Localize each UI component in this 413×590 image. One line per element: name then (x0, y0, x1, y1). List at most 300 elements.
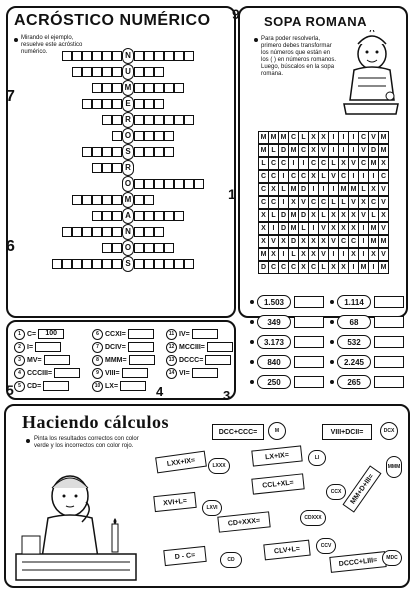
sopa-cell[interactable]: M (338, 183, 349, 196)
acrostic-answer-cell[interactable] (144, 67, 154, 77)
acrostic-answer-cell[interactable] (154, 259, 164, 269)
sopa-cell[interactable]: C (278, 157, 289, 170)
sopa-cell[interactable]: L (288, 248, 299, 261)
sopa-cell[interactable]: C (298, 144, 309, 157)
acrostic-answer-cell[interactable] (112, 131, 122, 141)
sopa-cell[interactable]: V (328, 235, 339, 248)
acrostic-answer-cell[interactable] (92, 99, 102, 109)
sopa-cell[interactable]: M (268, 131, 279, 144)
acrostic-answer-cell[interactable] (134, 83, 144, 93)
sopa-cell[interactable]: V (318, 144, 329, 157)
acrostic-answer-cell[interactable] (174, 115, 184, 125)
sopa-cell[interactable]: X (308, 248, 319, 261)
sopa-cell[interactable]: X (338, 222, 349, 235)
sopa-cell[interactable]: C (278, 261, 289, 274)
sopa-cell[interactable]: V (348, 157, 359, 170)
sopa-cell[interactable]: V (358, 209, 369, 222)
roman-answer-box[interactable] (128, 329, 154, 339)
sopa-cell[interactable]: X (268, 248, 279, 261)
sopa-cell[interactable]: M (378, 131, 389, 144)
sopa-cell[interactable]: D (298, 209, 309, 222)
sopa-cell[interactable]: V (368, 131, 379, 144)
roman-item (166, 354, 231, 366)
sopa-cell[interactable]: L (318, 170, 329, 183)
sopa-cell[interactable]: V (378, 248, 389, 261)
sopa-cell[interactable]: M (358, 261, 369, 274)
roman-answer-box[interactable] (54, 368, 80, 378)
sopa-cell[interactable]: V (378, 183, 389, 196)
sopa-cell[interactable]: I (338, 144, 349, 157)
acrostic-answer-cell[interactable] (154, 67, 164, 77)
sopa-cell[interactable]: I (368, 170, 379, 183)
sopa-cell[interactable]: M (258, 144, 269, 157)
roman-answer-box[interactable] (128, 342, 154, 352)
bullet-icon (330, 320, 334, 324)
sopa-cell[interactable]: M (288, 209, 299, 222)
sopa-answer-box[interactable] (294, 316, 324, 328)
sopa-answer-box[interactable] (294, 296, 324, 308)
sopa-cell[interactable]: M (368, 222, 379, 235)
sopa-cell[interactable]: M (258, 248, 269, 261)
acrostic-answer-cell[interactable] (102, 163, 112, 173)
roman-answer-box[interactable] (192, 368, 218, 378)
sopa-cell[interactable]: I (348, 144, 359, 157)
sopa-cell[interactable]: C (358, 157, 369, 170)
acrostic-answer-cell[interactable] (62, 51, 72, 61)
sopa-cell[interactable]: M (378, 235, 389, 248)
sopa-cell[interactable]: V (358, 144, 369, 157)
sopa-answer-box[interactable] (374, 296, 404, 308)
acrostic-answer-cell[interactable] (144, 259, 154, 269)
acrostic-answer-cell[interactable] (92, 227, 102, 237)
acrostic-answer-cell[interactable] (134, 243, 144, 253)
acrostic-answer-cell[interactable] (102, 51, 112, 61)
sopa-cell[interactable]: X (348, 209, 359, 222)
roman-answer-box[interactable] (129, 355, 155, 365)
sopa-cell[interactable]: X (318, 131, 329, 144)
sopa-cell[interactable]: X (308, 144, 319, 157)
calc-result-oval[interactable]: LXVI (202, 500, 222, 516)
acrostic-answer-cell[interactable] (144, 99, 154, 109)
acrostic-answer-cell[interactable] (102, 147, 112, 157)
acrostic-answer-cell[interactable] (134, 131, 144, 141)
sopa-cell[interactable]: C (368, 196, 379, 209)
sopa-cell[interactable]: X (278, 235, 289, 248)
calc-operation-tag: CCL+XL= (251, 473, 304, 494)
acrostic-answer-cell[interactable] (72, 67, 82, 77)
acrostic-answer-cell[interactable] (82, 99, 92, 109)
sopa-cell[interactable]: X (328, 209, 339, 222)
sopa-cell[interactable]: V (298, 196, 309, 209)
sopa-cell[interactable]: X (318, 235, 329, 248)
sopa-cell[interactable]: I (368, 261, 379, 274)
calc-result-oval[interactable]: MMM (386, 456, 402, 478)
acrostic-answer-cell[interactable] (164, 147, 174, 157)
sopa-cell[interactable]: I (298, 157, 309, 170)
sopa-cell[interactable]: I (308, 183, 319, 196)
acrostic-answer-cell[interactable] (62, 259, 72, 269)
sopa-cell[interactable]: L (278, 183, 289, 196)
acrostic-answer-cell[interactable] (144, 115, 154, 125)
sopa-cell[interactable]: M (288, 144, 299, 157)
acrostic-answer-cell[interactable] (134, 179, 144, 189)
acrostic-answer-cell[interactable] (164, 243, 174, 253)
sopa-cell[interactable]: X (338, 157, 349, 170)
sopa-cell[interactable]: L (318, 209, 329, 222)
sopa-cell[interactable]: M (258, 131, 269, 144)
acrostic-answer-cell[interactable] (112, 227, 122, 237)
sopa-cell[interactable]: X (348, 248, 359, 261)
sopa-cell[interactable]: X (358, 196, 369, 209)
sopa-cell[interactable]: L (268, 144, 279, 157)
acrostic-answer-cell[interactable] (174, 259, 184, 269)
sopa-cell[interactable]: I (308, 222, 319, 235)
acrostic-answer-cell[interactable] (62, 227, 72, 237)
roman-item-question: VI= (179, 369, 190, 377)
acrostic-answer-cell[interactable] (164, 83, 174, 93)
acrostic-answer-cell[interactable] (82, 195, 92, 205)
acrostic-answer-cell[interactable] (112, 115, 122, 125)
acrostic-answer-cell[interactable] (112, 51, 122, 61)
acrostic-answer-cell[interactable] (134, 195, 144, 205)
acrostic-answer-cell[interactable] (154, 131, 164, 141)
acrostic-answer-cell[interactable] (102, 115, 112, 125)
acrostic-answer-cell[interactable] (92, 67, 102, 77)
roman-answer-box[interactable] (35, 342, 61, 352)
sopa-cell[interactable]: X (298, 261, 309, 274)
acrostic-answer-cell[interactable] (154, 227, 164, 237)
sopa-cell[interactable]: X (308, 209, 319, 222)
calc-result-oval[interactable]: DCX (380, 422, 398, 440)
sopa-cell[interactable]: C (308, 261, 319, 274)
acrostic-answer-cell[interactable] (82, 51, 92, 61)
acrostic-answer-cell[interactable] (184, 259, 194, 269)
calc-operation-tag: DCCC+LIII= (329, 551, 386, 573)
sopa-cell[interactable]: D (298, 183, 309, 196)
roman-answer-box[interactable] (120, 381, 146, 391)
acrostic-answer-cell[interactable] (102, 195, 112, 205)
calc-result-oval[interactable]: LI (308, 450, 326, 466)
sopa-answer-box[interactable] (294, 336, 324, 348)
sopa-cell[interactable]: X (298, 235, 309, 248)
sopa-cell[interactable]: X (258, 222, 269, 235)
sopa-cell[interactable]: C (378, 170, 389, 183)
sopa-cell[interactable]: I (328, 131, 339, 144)
sopa-cell[interactable]: X (368, 183, 379, 196)
acrostic-answer-cell[interactable] (134, 147, 144, 157)
sopa-cell[interactable]: C (318, 157, 329, 170)
sopa-cell[interactable]: V (268, 235, 279, 248)
acrostic-answer-cell[interactable] (164, 115, 174, 125)
acrostic-answer-cell[interactable] (92, 163, 102, 173)
sopa-cell[interactable]: X (308, 170, 319, 183)
roman-answer-box[interactable] (207, 342, 233, 352)
acrostic-answer-cell[interactable] (92, 211, 102, 221)
calc-result-oval[interactable]: M (268, 422, 286, 440)
roman-item (14, 367, 80, 379)
acrostic-answer-cell[interactable] (164, 51, 174, 61)
sopa-cell[interactable]: I (278, 248, 289, 261)
acrostic-answer-cell[interactable] (72, 227, 82, 237)
sopa-answer-box[interactable] (374, 356, 404, 368)
sopa-cell[interactable]: D (278, 222, 289, 235)
sopa-cell[interactable]: I (288, 157, 299, 170)
sopa-cell[interactable]: C (308, 157, 319, 170)
sopa-cell[interactable]: I (278, 170, 289, 183)
acrostic-answer-cell[interactable] (184, 115, 194, 125)
acrostic-answer-cell[interactable] (102, 99, 112, 109)
sopa-cell[interactable]: I (338, 131, 349, 144)
sopa-cell[interactable]: I (348, 131, 359, 144)
calc-operation-tag: DCC+CCC= (212, 424, 264, 440)
acrostic-answer-cell[interactable] (154, 179, 164, 189)
sopa-cell[interactable]: M (378, 144, 389, 157)
calc-result-oval[interactable]: MDC (382, 550, 402, 566)
sopa-cell[interactable]: C (288, 170, 299, 183)
sopa-answer-box[interactable] (374, 336, 404, 348)
acrostic-answer-cell[interactable] (112, 211, 122, 221)
acrostic-answer-cell[interactable] (134, 67, 144, 77)
acrostic-answer-cell[interactable] (154, 99, 164, 109)
sopa-cell[interactable]: I (328, 248, 339, 261)
sopa-cell[interactable]: L (328, 157, 339, 170)
calc-result-oval[interactable]: CDXXX (300, 510, 326, 526)
roman-answer-box[interactable] (205, 355, 231, 365)
sopa-cell[interactable]: C (338, 170, 349, 183)
sopa-cell[interactable]: L (298, 222, 309, 235)
acrostic-answer-cell[interactable] (102, 67, 112, 77)
acrostic-answer-cell[interactable] (154, 211, 164, 221)
sopa-cell[interactable]: M (378, 261, 389, 274)
acrostic-answer-cell[interactable] (174, 211, 184, 221)
acrostic-answer-cell[interactable] (102, 83, 112, 93)
sopa-cell[interactable]: V (348, 196, 359, 209)
sopa-cell[interactable]: C (308, 196, 319, 209)
acrostic-answer-cell[interactable] (174, 51, 184, 61)
acrostic-answer-cell[interactable] (92, 195, 102, 205)
roman-answer-box[interactable] (43, 381, 69, 391)
sopa-cell[interactable]: D (258, 261, 269, 274)
sopa-cell[interactable]: V (328, 170, 339, 183)
acrostic-answer-cell[interactable] (164, 211, 174, 221)
sopa-cell[interactable]: I (318, 183, 329, 196)
sopa-cell[interactable]: C (268, 157, 279, 170)
sopa-cell[interactable]: I (278, 196, 289, 209)
sopa-cell[interactable]: X (328, 261, 339, 274)
sopa-cell[interactable]: X (258, 235, 269, 248)
sopa-cell[interactable]: I (358, 170, 369, 183)
sopa-cell[interactable]: V (318, 248, 329, 261)
sopa-cell[interactable]: M (368, 235, 379, 248)
sopa-cell[interactable]: L (328, 196, 339, 209)
roman-answer-box[interactable] (192, 329, 218, 339)
sopa-cell[interactable]: C (318, 196, 329, 209)
acrostic-answer-cell[interactable] (112, 243, 122, 253)
sopa-answer-box[interactable] (294, 376, 324, 388)
acrostic-answer-cell[interactable] (134, 99, 144, 109)
acrostic-answer-cell[interactable] (112, 147, 122, 157)
acrostic-answer-cell[interactable] (134, 227, 144, 237)
sopa-cell[interactable]: X (368, 248, 379, 261)
sopa-cell[interactable]: I (338, 248, 349, 261)
sopa-cell[interactable]: C (258, 170, 269, 183)
sopa-cell[interactable]: X (378, 209, 389, 222)
acrostic-answer-cell[interactable] (82, 259, 92, 269)
acrostic-answer-cell[interactable] (144, 243, 154, 253)
acrostic-answer-cell[interactable] (154, 147, 164, 157)
sopa-cell[interactable]: I (358, 248, 369, 261)
acrostic-answer-cell[interactable] (194, 179, 204, 189)
sopa-cell[interactable]: L (258, 157, 269, 170)
acrostic-answer-cell[interactable] (92, 259, 102, 269)
roman-answer-box[interactable]: 100 (38, 329, 64, 339)
sopa-cell[interactable]: X (338, 209, 349, 222)
sopa-cell[interactable]: C (288, 261, 299, 274)
acrostic-answer-cell[interactable] (72, 51, 82, 61)
sopa-cell[interactable]: X (348, 222, 359, 235)
acrostic-answer-cell[interactable] (174, 179, 184, 189)
sopa-cell[interactable]: V (318, 222, 329, 235)
sopa-cell[interactable]: C (268, 196, 279, 209)
sopa-cell[interactable]: L (358, 183, 369, 196)
roman-answer-box[interactable] (44, 355, 70, 365)
acrostic-answer-cell[interactable] (154, 243, 164, 253)
acrostic-answer-cell[interactable] (102, 227, 112, 237)
acrostic-answer-cell[interactable] (174, 83, 184, 93)
roman-answer-box[interactable] (122, 368, 148, 378)
sopa-cell[interactable]: I (328, 144, 339, 157)
acrostic-answer-cell[interactable] (144, 51, 154, 61)
sopa-cell[interactable]: X (378, 157, 389, 170)
sopa-cell[interactable]: L (298, 131, 309, 144)
sopa-cell[interactable]: D (368, 144, 379, 157)
acrostic-answer-cell[interactable] (134, 211, 144, 221)
sopa-cell[interactable]: C (268, 261, 279, 274)
sopa-cell[interactable]: C (288, 131, 299, 144)
acrostic-answer-cell[interactable] (164, 259, 174, 269)
acrostic-answer-cell[interactable] (154, 83, 164, 93)
sopa-cell[interactable]: I (358, 235, 369, 248)
roman-item (166, 341, 233, 353)
acrostic-answer-cell[interactable] (52, 259, 62, 269)
sopa-cell[interactable]: X (308, 235, 319, 248)
acrostic-answer-cell[interactable] (134, 51, 144, 61)
sopa-cell[interactable]: X (288, 196, 299, 209)
sopa-cell[interactable]: C (298, 170, 309, 183)
sopa-cell[interactable]: X (338, 261, 349, 274)
sopa-cell[interactable]: L (268, 209, 279, 222)
acrostic-answer-cell[interactable] (184, 179, 194, 189)
acrostic-answer-cell[interactable] (102, 259, 112, 269)
sopa-cell[interactable]: V (378, 196, 389, 209)
acrostic-answer-cell[interactable] (144, 179, 154, 189)
acrostic-answer-cell[interactable] (144, 83, 154, 93)
acrostic-answer-cell[interactable] (72, 259, 82, 269)
acrostic-answer-cell[interactable] (144, 211, 154, 221)
sopa-cell[interactable]: X (308, 131, 319, 144)
sopa-cell[interactable]: X (328, 222, 339, 235)
sopa-cell[interactable]: C (348, 235, 359, 248)
sopa-cell[interactable]: C (358, 131, 369, 144)
calc-result-oval[interactable]: CCV (316, 538, 336, 554)
sopa-cell[interactable]: I (348, 261, 359, 274)
sopa-cell[interactable]: M (288, 183, 299, 196)
sopa-cell[interactable]: D (278, 209, 289, 222)
sopa-cell[interactable]: D (278, 144, 289, 157)
roman-item-number: 1 (14, 329, 25, 340)
acrostic-answer-cell[interactable] (112, 99, 122, 109)
roman-item (166, 328, 218, 340)
sopa-cell[interactable]: V (378, 222, 389, 235)
roman-item (92, 341, 154, 353)
acrostic-answer-cell[interactable] (134, 115, 144, 125)
sopa-cell[interactable]: L (368, 209, 379, 222)
sopa-answer-box[interactable] (294, 356, 324, 368)
sopa-cell[interactable]: D (288, 235, 299, 248)
acrostic-answer-cell[interactable] (102, 243, 112, 253)
calc-result-oval[interactable]: LXXX (208, 458, 230, 474)
sopa-cell[interactable]: C (258, 183, 269, 196)
sopa-cell[interactable]: C (268, 170, 279, 183)
sopa-cell[interactable]: M (368, 157, 379, 170)
sopa-answer-box[interactable] (374, 316, 404, 328)
sopa-cell[interactable]: I (268, 222, 279, 235)
sopa-cell[interactable]: L (318, 261, 329, 274)
calc-result-oval[interactable]: CCX (326, 484, 346, 500)
acrostic-answer-cell[interactable] (82, 147, 92, 157)
acrostic-answer-cell[interactable] (154, 51, 164, 61)
sopa-cell[interactable]: C (258, 196, 269, 209)
acrostic-answer-cell[interactable] (112, 259, 122, 269)
sopa-cell[interactable]: L (338, 196, 349, 209)
acrostic-letter-cell: M (122, 80, 134, 96)
acrostic-answer-cell[interactable] (92, 51, 102, 61)
sopa-cell[interactable]: X (258, 209, 269, 222)
sopa-cell[interactable]: M (288, 222, 299, 235)
sopa-cell[interactable]: I (328, 183, 339, 196)
acrostic-answer-cell[interactable] (82, 227, 92, 237)
acrostic-answer-cell[interactable] (112, 83, 122, 93)
sopa-cell[interactable]: M (348, 183, 359, 196)
acrostic-answer-cell[interactable] (154, 115, 164, 125)
acrostic-answer-cell[interactable] (164, 179, 174, 189)
sopa-cell[interactable]: X (298, 248, 309, 261)
acrostic-answer-cell[interactable] (112, 67, 122, 77)
acrostic-answer-cell[interactable] (144, 131, 154, 141)
sopa-cell[interactable]: I (358, 222, 369, 235)
acrostic-answer-cell[interactable] (112, 195, 122, 205)
acrostic-answer-cell[interactable] (184, 51, 194, 61)
roman-item-number: 10 (92, 381, 103, 392)
acrostic-answer-cell[interactable] (144, 227, 154, 237)
acrostic-answer-cell[interactable] (92, 147, 102, 157)
sopa-cell[interactable]: X (268, 183, 279, 196)
acrostic-answer-cell[interactable] (144, 147, 154, 157)
acrostic-answer-cell[interactable] (134, 259, 144, 269)
sopa-cell[interactable]: I (348, 170, 359, 183)
sopa-cell[interactable]: C (338, 235, 349, 248)
sopa-cell[interactable]: M (278, 131, 289, 144)
acrostic-answer-cell[interactable] (112, 163, 122, 173)
calc-result-oval[interactable]: CD (220, 552, 242, 568)
acrostic-answer-cell[interactable] (144, 195, 154, 205)
acrostic-answer-cell[interactable] (92, 83, 102, 93)
acrostic-answer-cell[interactable] (82, 67, 92, 77)
acrostic-answer-cell[interactable] (164, 131, 174, 141)
acrostic-answer-cell[interactable] (72, 195, 82, 205)
sopa-answer-box[interactable] (374, 376, 404, 388)
acrostic-answer-cell[interactable] (102, 211, 112, 221)
